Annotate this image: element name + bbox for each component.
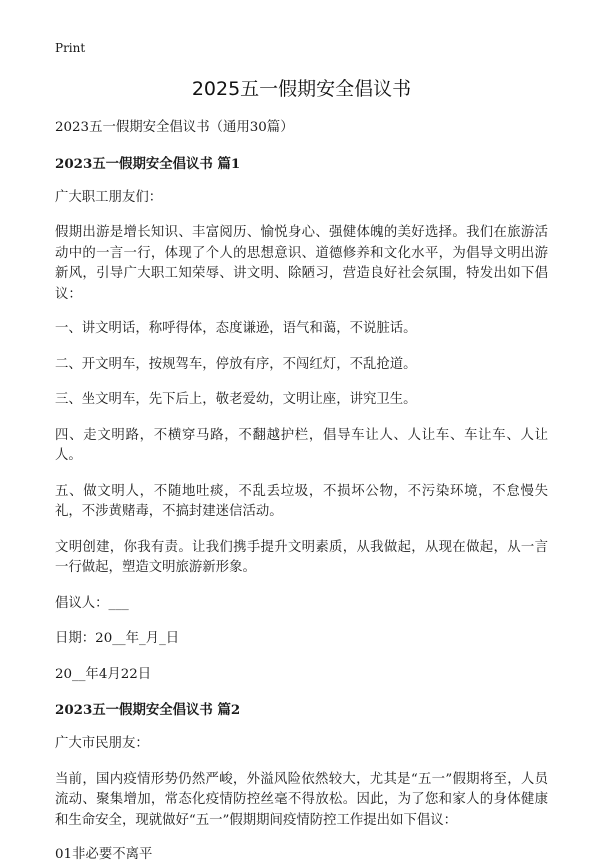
body-paragraph: 当前，国内疫情形势仍然严峻，外溢风险依然较大，尤其是“五一”假期将至，人员流动、聚集增加，常态化疫情防控丝毫不得放松。因此，为了您和家人的身体健康和生命安全，现就做好“五一”假期期间疫情防控工作提出如下倡议：: [55, 771, 548, 828]
proposal-item: 三、坐文明车，先下后上，敬老爱幼，文明让座，讲究卫生。: [55, 392, 417, 407]
proposal-item: 一、讲文明话，称呼得体，态度谦逊，语气和蔼，不说脏话。: [55, 321, 417, 336]
section-heading: 2023五一假期安全倡议书 篇1: [55, 155, 241, 172]
proposal-item: 五、做文明人，不随地吐痰，不乱丢垃圾，不损坏公物，不污染环境，不怠慢失礼，不涉黄赌毒，不搞封建迷信活动。: [55, 483, 548, 519]
body-paragraph: 假期出游是增长知识、丰富阅历、愉悦身心、强健体魄的美好选择。我们在旅游活动中的一言一行，体现了个人的思想意识、道德修养和文化水平，为倡导文明出游新风，引导广大职工知荣辱、讲文明、除陋习，营造良好社会氛围，特发出如下倡议：: [55, 225, 548, 302]
greeting: 广大市民朋友：: [55, 736, 149, 751]
closing-paragraph: 文明创建，你我有责。让我们携手提升文明素质，从我做起，从现在做起，从一言一行做起，塑造文明旅游新形象。: [55, 539, 548, 575]
proposal-item: 01非必要不离平: [55, 847, 153, 862]
section-heading: 2023五一假期安全倡议书 篇2: [55, 702, 241, 718]
proposal-item: 四、走文明路，不横穿马路，不翻越护栏，倡导车让人、人让车、车让车、人让人。: [55, 427, 548, 463]
greeting: 广大职工朋友们：: [55, 189, 163, 205]
page-title: 2025五一假期安全倡议书: [191, 78, 412, 100]
document-subtitle: 2023五一假期安全倡议书（通用30篇）: [55, 120, 294, 135]
proposal-item: 二、开文明车，按规驾车，停放有序，不闯红灯，不乱抢道。: [55, 356, 417, 372]
date-line: 日期：20__年_月_日: [55, 631, 180, 646]
date: 20__年4月22日: [55, 666, 152, 682]
print-label: Print: [55, 41, 86, 55]
proposer-line: 倡议人：___: [55, 595, 129, 611]
